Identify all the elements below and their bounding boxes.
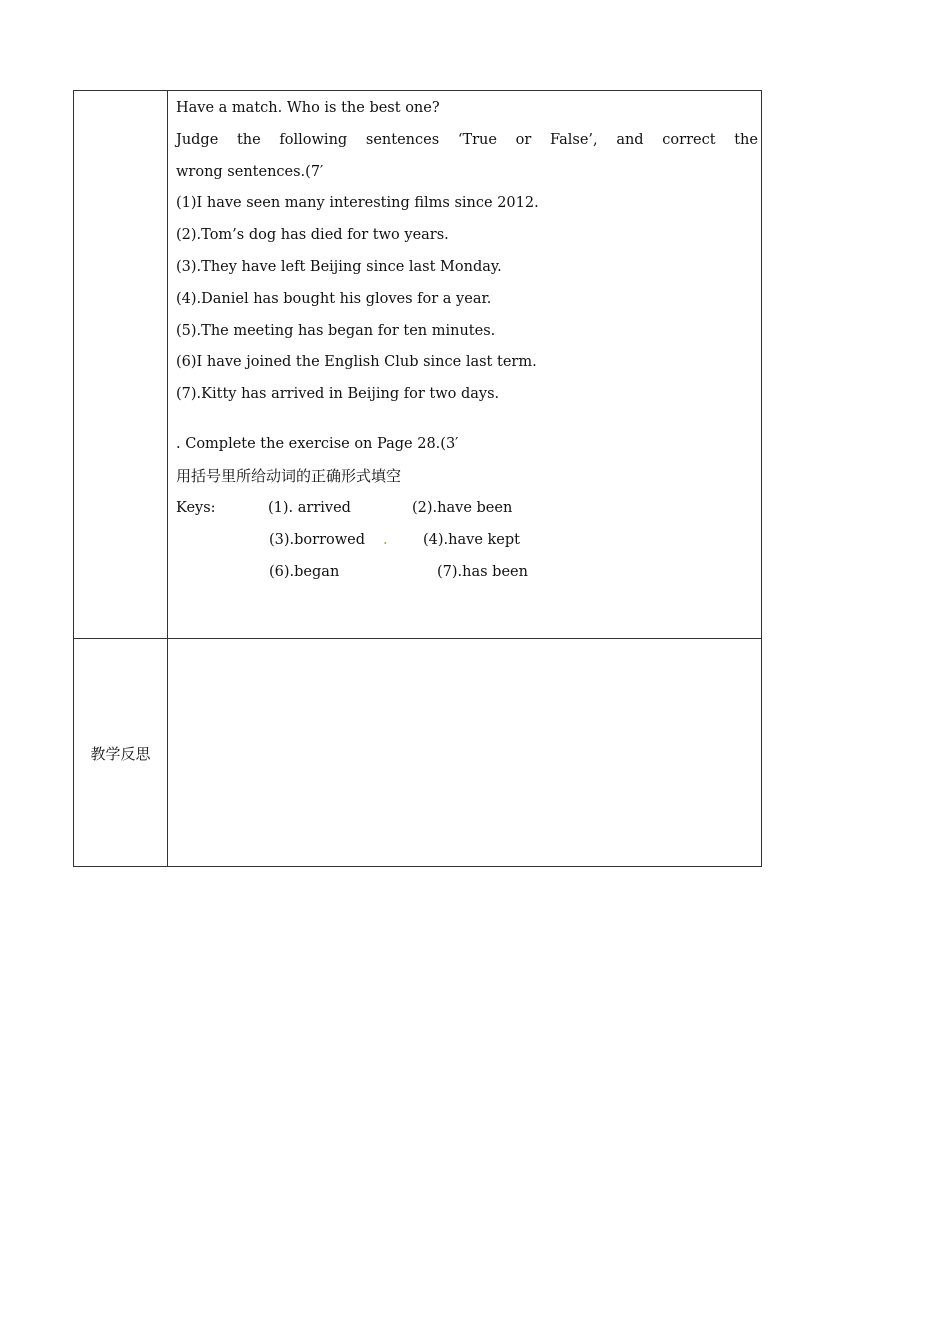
reflection-content-cell[interactable] [168,639,761,866]
judge-word: the [236,131,261,148]
judge-word: and [616,131,644,148]
judge-word: the [734,131,758,148]
judge-word: False’, [550,131,598,148]
exercise-content [176,93,758,588]
judge-word: or [515,131,532,148]
judge-word: Judge [176,131,219,148]
key-answer-4: (4).have kept [423,531,520,548]
exercise-heading: . Complete the exercise on Page 28.(3′ [176,436,459,453]
key-answer-2: (2).have been [412,500,513,517]
key-answer-3: (3).borrowed [269,531,366,548]
sentence-4: (4).Daniel has bought his gloves for a year. [176,290,492,307]
lesson-table [73,90,762,867]
spacer [176,411,758,430]
sentence-2: (2).Tom’s dog has died for two years. [176,227,449,244]
stray-mark: . [383,531,388,548]
judge-word: correct [662,131,716,148]
reflection-label: 教学反思 [90,744,151,763]
reflection-label-cell [74,639,167,867]
keys-row-3 [176,557,758,589]
instruction-chinese: 用括号里所给动词的正确形式填空 [176,467,402,486]
keys-label: Keys: [176,500,216,517]
judge-word: ‘True [457,131,497,148]
sentence-5: (5).The meeting has began for ten minutes. [176,322,496,339]
key-answer-6: (6).began [269,563,340,580]
key-answer-7: (7).has been [437,563,528,580]
keys-row-1 [176,493,758,525]
judge-instruction-cont: wrong sentences.(7′ [176,163,324,180]
judge-word: sentences [365,131,440,148]
sentence-3: (3).They have left Beijing since last Monday. [176,258,502,275]
match-heading: Have a match. Who is the best one? [176,100,440,116]
sentence-7: (7).Kitty has arrived in Beijing for two days. [176,386,500,403]
sentence-6: (6)I have joined the English Club since last term. [176,354,537,371]
keys-row-2 [176,525,758,557]
judge-instruction [176,125,758,157]
key-answer-1: (1). arrived [268,500,351,517]
judge-word: following [279,131,348,148]
sentence-1: (1)I have seen many interesting films since 2012. [176,195,539,212]
